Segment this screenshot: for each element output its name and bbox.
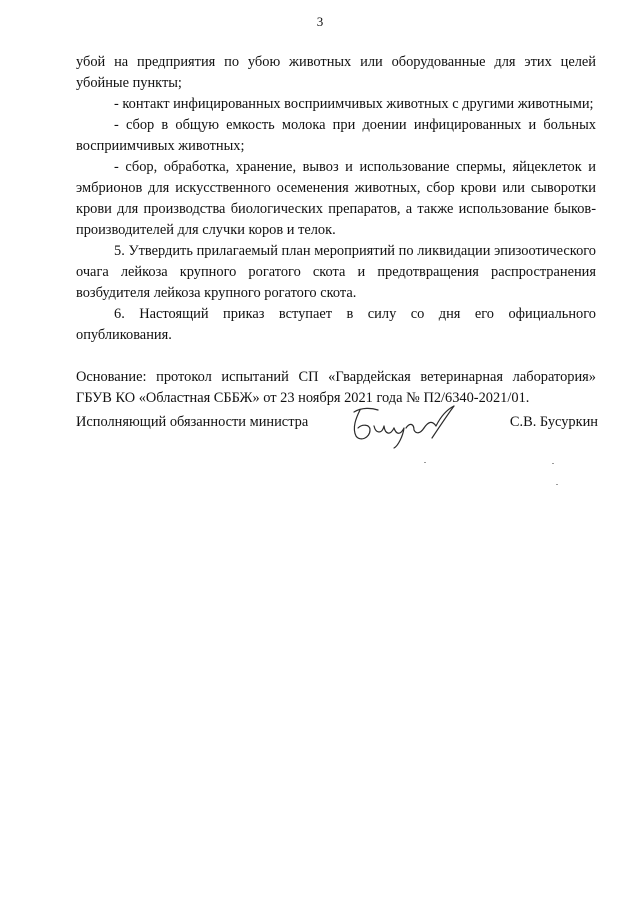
scan-speck: [552, 463, 554, 464]
document-body: [76, 52, 596, 409]
scan-speck: [424, 462, 426, 463]
signer-role: Исполняющий обязанности министра: [76, 414, 309, 430]
scan-speck: [556, 484, 558, 485]
page-number: 3: [316, 14, 324, 29]
paragraph-effect: 6. Настоящий приказ вступает в силу со дня его официального опубликования.: [76, 306, 596, 343]
handwritten-signature: [348, 404, 460, 450]
signature-block: [76, 408, 598, 448]
paragraph-plan: 5. Утвердить прилагаемый план мероприятий по ликвидации эпизоотического очага лейкоза крупного рогатого скота и предотвращения распространения возбудителя лейкоза крупного рогатого скота.: [76, 243, 596, 301]
signer-name: С.В. Бусуркин: [509, 414, 598, 430]
paragraph-slaughter: убой на предприятия по убою животных или оборудованные для этих целей убойные пункты;: [76, 54, 596, 91]
paragraph-milk: - сбор в общую емкость молока при доении инфицированных и больных восприимчивых животных;: [76, 117, 596, 154]
basis-paragraph: Основание: протокол испытаний СП «Гвардейская ветеринарная лаборатория» ГБУВ КО «Областная СББЖ» от 23 ноября 2021 года № П2/6340-2021/01.: [76, 369, 596, 406]
paragraph-contact: - контакт инфицированных восприимчивых животных с другими животными;: [114, 96, 594, 112]
paragraph-sperm: - сбор, обработка, хранение, вывоз и использование спермы, яйцеклеток и эмбрионов для искусственного осеменения животных, сбор крови или сыворотки крови для производства биологических препаратов, а также использование быков-производителей для случки коров и телок.: [76, 159, 596, 238]
